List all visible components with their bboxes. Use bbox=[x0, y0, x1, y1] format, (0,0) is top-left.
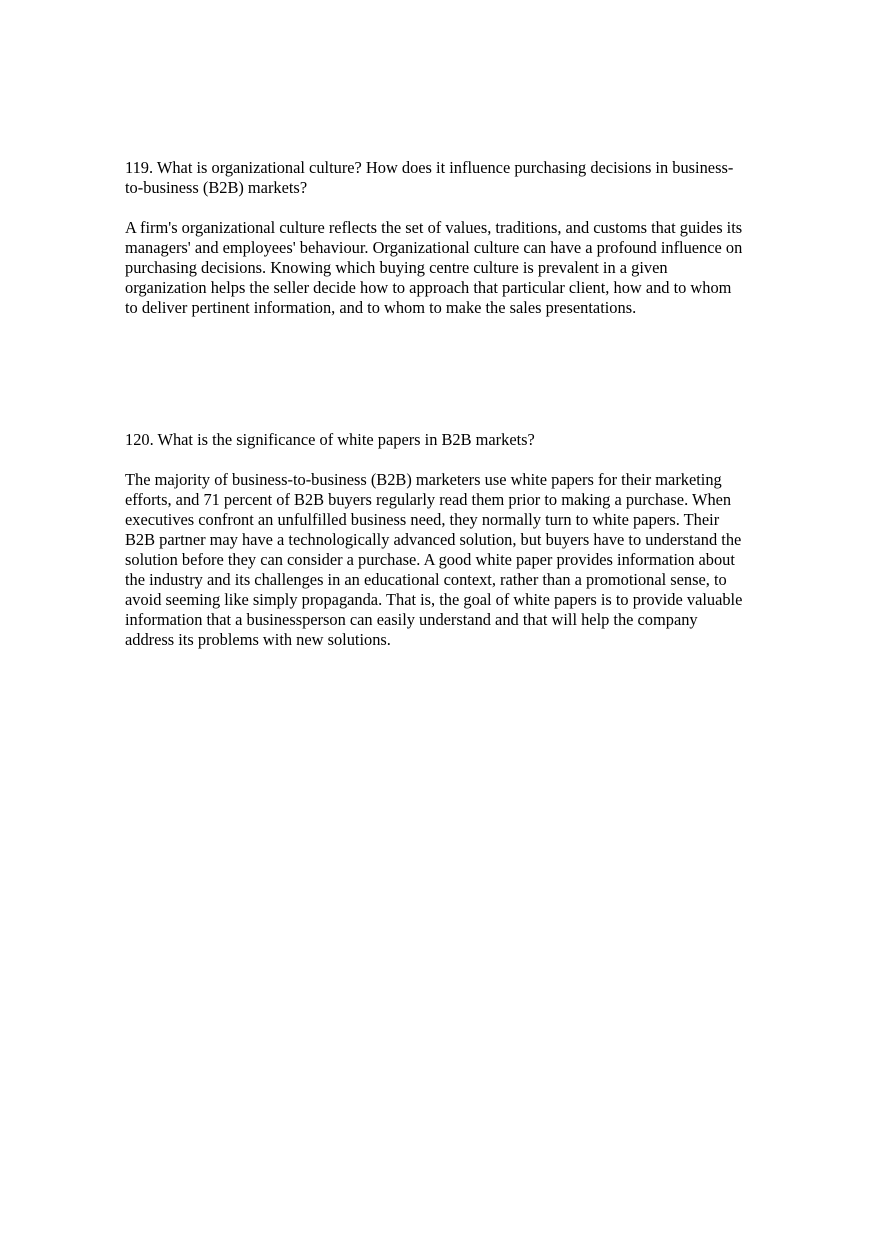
question-block-120 bbox=[125, 430, 777, 650]
question-block-119 bbox=[125, 158, 777, 318]
answer-text: A firm's organizational culture reflects the set of values, traditions, and customs that guides its managers' and employees' behaviour. Organizational culture can have a profound influence on purchasing decisions. Knowing which buying centre culture is prevalent in a given organization helps the seller decide how to approach that particular client, how and to whom to deliver pertinent information, and to whom to make the sales presentations. bbox=[125, 218, 743, 317]
question-text: 119. What is organizational culture? How does it influence purchasing decisions in business- to-business (B2B) markets? bbox=[125, 158, 734, 197]
answer-text: The majority of business-to-business (B2B) marketers use white papers for their marketing efforts, and 71 percent of B2B buyers regularly read them prior to making a purchase. When executives confront an unfulfilled business need, they normally turn to white papers. Their B2B partner may have a technologically advanced solution, but buyers have to understand the solution before they can consider a purchase. A good white paper provides information about the industry and its challenges in an educational context, rather than a promotional sense, to avoid seeming like simply propaganda. That is, the goal of white papers is to provide valuable information that a businessperson can easily understand and that will help the company address its problems with new solutions. bbox=[125, 470, 743, 649]
question-text: 120. What is the significance of white papers in B2B markets? bbox=[125, 430, 535, 449]
